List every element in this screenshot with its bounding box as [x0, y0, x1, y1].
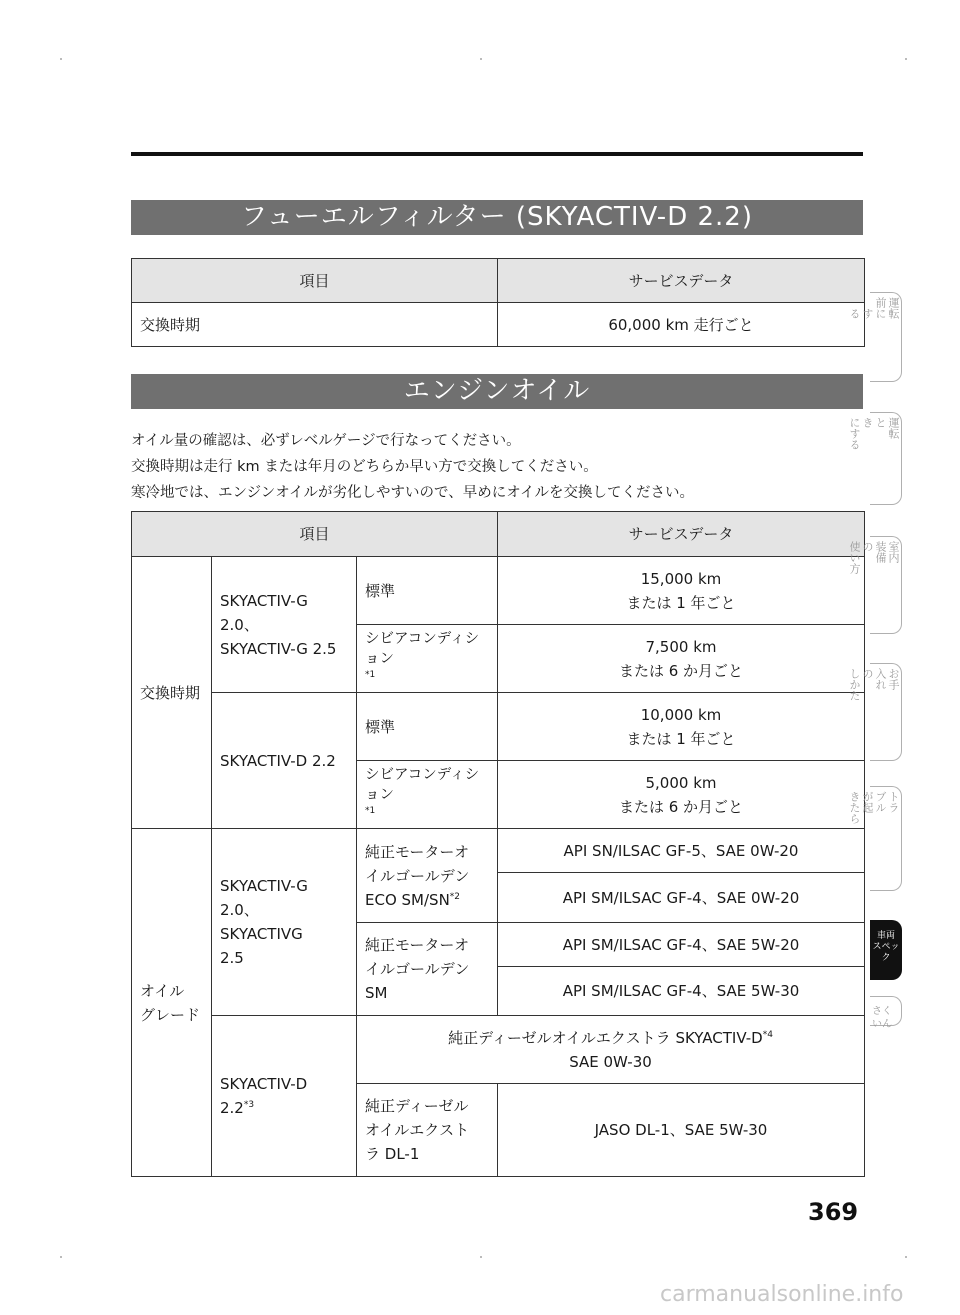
- section-title-fuel-filter: フューエルフィルター (SKYACTIV-D 2.2): [131, 200, 863, 235]
- eco-oil-spec-2: API SM/ILSAC GF-4、SAE 0W-20: [498, 873, 865, 923]
- diesel-oil-spec: JASO DL-1、SAE 5W-30: [498, 1084, 865, 1177]
- sm-oil-spec-2: API SM/ILSAC GF-4、SAE 5W-30: [498, 967, 865, 1016]
- gasoline-engines: SKYACTIV-G 2.0、 SKYACTIV-G 2.5: [212, 557, 357, 693]
- crop-mark: [480, 58, 482, 60]
- eco-oil-name: 純正モーターオ イルゴールデン ECO SM/SN$^{*2}$: [357, 829, 498, 923]
- fuel-filter-interval-value: 60,000 km 走行ごと: [498, 303, 865, 347]
- chapter-tab-vehicle-specs[interactable]: 車両 スペック: [870, 920, 902, 980]
- chapter-tab-index[interactable]: さくいん: [870, 996, 902, 1026]
- diesel-standard-interval: 10,000 km または 1 年ごと: [498, 693, 865, 761]
- standard-condition: 標準: [357, 693, 498, 761]
- chapter-tab-while-driving[interactable]: 運転 と き にする: [870, 412, 902, 505]
- top-rule: [131, 152, 863, 156]
- engine-oil-notes: [131, 428, 694, 506]
- diesel-oil-name: 純正ディーゼル オイルエクスト ラ DL-1: [357, 1084, 498, 1177]
- crop-mark: [60, 1256, 62, 1258]
- watermark: carmanualsonline.info: [660, 1282, 904, 1307]
- crop-mark: [480, 1256, 482, 1258]
- table-header-service-data: サービスデータ: [498, 512, 865, 557]
- chapter-tab-troubleshooting[interactable]: トラ ブル が起 きたら: [870, 786, 902, 891]
- page-number: 369: [808, 1198, 859, 1226]
- diesel-severe-interval: 5,000 km または 6 か月ごと: [498, 761, 865, 829]
- table-header-service-data: サービスデータ: [498, 259, 865, 303]
- gasoline-grade-engines: SKYACTIV-G 2.0、 SKYACTIVG 2.5: [212, 829, 357, 1016]
- severe-condition: シビアコンディション $^{*1}$: [357, 625, 498, 693]
- table-header-item: 項目: [132, 259, 498, 303]
- diesel-engine: SKYACTIV-D 2.2: [212, 693, 357, 829]
- sm-oil-name: 純正モーターオ イルゴールデン SM: [357, 923, 498, 1016]
- section-title-engine-oil: エンジンオイル: [131, 374, 863, 409]
- note-line: 寒冷地では、エンジンオイルが劣化しやすいので、早めにオイルを交換してください。: [131, 485, 695, 501]
- oil-grade-label: オイル グレード: [132, 829, 212, 1177]
- table-header-item: 項目: [132, 512, 498, 557]
- chapter-tab-interior-equipment[interactable]: 室内 装備 の 使い方: [870, 536, 902, 634]
- crop-mark: [905, 58, 907, 60]
- sm-oil-spec-1: API SM/ILSAC GF-4、SAE 5W-20: [498, 923, 865, 967]
- standard-condition: 標準: [357, 557, 498, 625]
- severe-condition: シビアコンディション $^{*1}$: [357, 761, 498, 829]
- note-line: 交換時期は走行 km または年月のどちらか早い方で交換してください。: [131, 459, 598, 475]
- crop-mark: [905, 1256, 907, 1258]
- interval-label: 交換時期: [132, 557, 212, 829]
- gasoline-severe-interval: 7,500 km または 6 か月ごと: [498, 625, 865, 693]
- engine-oil-table: [131, 511, 865, 1177]
- note-line: オイル量の確認は、必ずレベルゲージで行なってください。: [131, 433, 521, 449]
- fuel-filter-table: [131, 258, 865, 347]
- fuel-filter-interval-label: 交換時期: [132, 303, 498, 347]
- eco-oil-spec-1: API SN/ILSAC GF-5、SAE 0W-20: [498, 829, 865, 873]
- crop-mark: [60, 58, 62, 60]
- gasoline-standard-interval: 15,000 km または 1 年ごと: [498, 557, 865, 625]
- diesel-grade-engine: SKYACTIV-D 2.2$^{*3}$: [212, 1016, 357, 1177]
- chapter-tab-before-driving[interactable]: 運転 前に す る: [870, 292, 902, 382]
- chapter-tab-maintenance[interactable]: お手 入れ の しかた: [870, 663, 902, 761]
- diesel-extra-oil: 純正ディーゼルオイルエクストラ SKYACTIV-$D^{*4}$ SAE 0W-30: [357, 1016, 865, 1084]
